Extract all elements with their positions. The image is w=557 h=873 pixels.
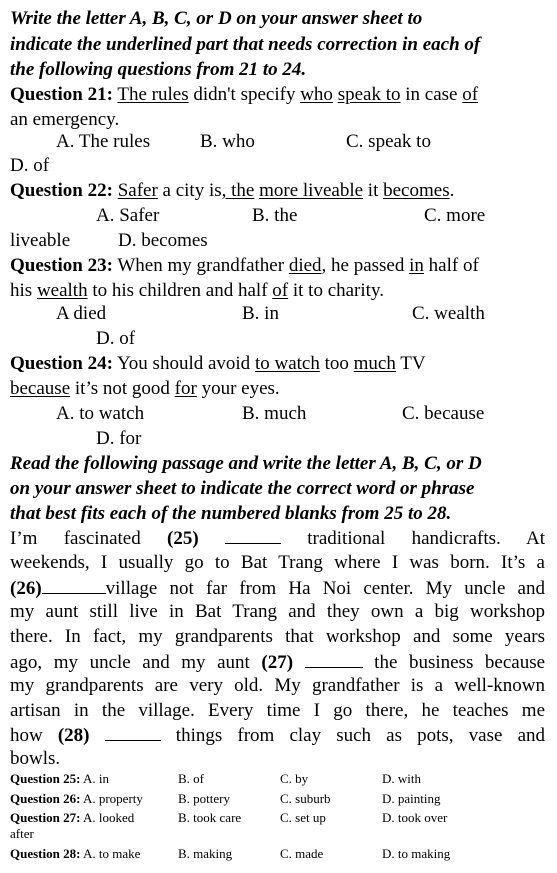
- option-a: A. in: [82, 771, 109, 786]
- blank-25: [225, 527, 281, 544]
- option-c: C. by: [280, 771, 309, 786]
- blank-28: [105, 724, 161, 741]
- answer-row-25: [10, 771, 109, 787]
- text: TV: [395, 353, 426, 374]
- text: too: [319, 353, 354, 374]
- question-label: Question 21:: [10, 84, 113, 105]
- text: it: [363, 180, 384, 201]
- blank-26: [42, 577, 106, 594]
- underlined-part: , the: [221, 180, 255, 201]
- option-b: B. who: [200, 131, 255, 152]
- blank-number-25: (25): [167, 528, 199, 549]
- text: I’m fascinated: [10, 528, 168, 549]
- option-b: B. the: [252, 205, 298, 226]
- underlined-part: much: [353, 353, 396, 374]
- option-d: D. becomes: [118, 230, 208, 251]
- passage-line-6: [10, 651, 545, 674]
- option-c: C. suburb: [280, 791, 331, 806]
- text: things from clay such as pots, vase and: [175, 725, 546, 746]
- question-label: Question 28:: [10, 846, 81, 861]
- text: in case: [400, 84, 463, 105]
- option-d: D. of: [96, 328, 136, 349]
- passage-line-9: [10, 724, 545, 747]
- option-b: B. in: [242, 303, 279, 324]
- question-23: [10, 255, 479, 277]
- option-c: C. speak to: [346, 131, 431, 152]
- option-a: A died: [56, 303, 107, 324]
- passage-line-3: [10, 577, 545, 600]
- option-d: D. for: [96, 428, 142, 449]
- question-label: Question 26:: [10, 791, 81, 806]
- underlined-part: Safer: [117, 180, 158, 201]
- question-label: Question 23:: [10, 255, 113, 276]
- text: it’s not good: [70, 378, 175, 399]
- option-c: C. set up: [280, 810, 326, 825]
- option-d: D. of: [10, 155, 50, 176]
- text: You should avoid: [112, 353, 255, 374]
- text: it to charity.: [288, 280, 384, 301]
- passage-line-5: there. In fact, my grandparents that workshop and some years: [10, 626, 545, 647]
- question-label: Question 24:: [10, 353, 113, 374]
- passage-line-8: artisan in the village. Every time I go there, he teaches me: [10, 700, 545, 721]
- answer-row-27: [10, 810, 134, 826]
- question-23-continuation: [10, 280, 384, 302]
- passage-line-10: bowls.: [10, 748, 61, 769]
- question-label: Question 25:: [10, 771, 81, 786]
- text: village not far from Ha Noi center. My uncle and: [105, 578, 545, 599]
- text: the business because: [374, 652, 546, 673]
- text: a city is: [157, 180, 222, 201]
- underlined-part: wealth: [36, 280, 88, 301]
- option-a: A. The rules: [56, 131, 151, 152]
- text: half of: [423, 255, 479, 276]
- option-a: A. Safer: [96, 205, 160, 226]
- option-b: B. of: [178, 771, 204, 786]
- underlined-part: to watch: [254, 353, 320, 374]
- text: to his children and half: [87, 280, 273, 301]
- blank-number-26: (26): [10, 578, 42, 599]
- blank-number-27: (27): [261, 652, 294, 673]
- text: didn't specify: [188, 84, 301, 105]
- underlined-part: died: [288, 255, 322, 276]
- passage-line-2: weekends, I usually go to Bat Trang where I was born. It’s a: [10, 552, 545, 573]
- option-a: A. to watch: [56, 403, 145, 424]
- option-b: B. took care: [178, 810, 242, 825]
- text: traditional handicrafts. At: [307, 528, 545, 549]
- passage-line-4: my aunt still live in Bat Trang and they own a big workshop: [10, 601, 545, 622]
- option-a: A. to make: [82, 846, 141, 861]
- question-21-continuation: an emergency.: [10, 109, 120, 130]
- passage-line-1: [10, 527, 545, 550]
- text: When my grandfather: [112, 255, 289, 276]
- answer-row-26: [10, 791, 143, 807]
- option-d: D. painting: [382, 791, 441, 806]
- underlined-part: becomes: [383, 180, 450, 201]
- option-d: D. to making: [382, 846, 451, 861]
- option-c: C. wealth: [412, 303, 485, 324]
- question-22: [10, 180, 454, 202]
- underlined-part: more liveable: [259, 180, 364, 201]
- question-label: Question 22:: [10, 180, 113, 201]
- question-24-continuation: [10, 378, 280, 400]
- blank-27: [305, 651, 363, 668]
- passage-instruction-line-1: Read the following passage and write the letter A, B, C, or D: [10, 453, 482, 474]
- blank-number-28: (28): [57, 725, 90, 746]
- passage-instruction-line-2: on your answer sheet to indicate the correct word or phrase: [10, 478, 475, 499]
- option-d: D. with: [382, 771, 421, 786]
- text: how: [10, 725, 58, 746]
- option-c: C. because: [402, 403, 485, 424]
- underlined-part: The rules: [117, 84, 189, 105]
- option-c: C. more: [424, 205, 486, 226]
- option-c-continuation: liveable: [10, 230, 71, 251]
- text: ago, my uncle and my aunt: [10, 652, 262, 673]
- option-d: D. took over: [382, 810, 448, 825]
- text: , he passed: [321, 255, 410, 276]
- instruction-line-1: Write the letter A, B, C, or D on your answer sheet to: [10, 8, 423, 29]
- passage-line-7: my grandparents are very old. My grandfather is a well-known: [10, 675, 545, 696]
- underlined-part: because: [10, 378, 71, 399]
- option-a: A. looked: [82, 810, 135, 825]
- text: his: [10, 280, 37, 301]
- option-a: A. property: [82, 791, 143, 806]
- underlined-part: of: [272, 280, 289, 301]
- text: .: [449, 180, 455, 201]
- underlined-part: who: [300, 84, 333, 105]
- option-b: B. making: [178, 846, 233, 861]
- underlined-part: speak to: [337, 84, 401, 105]
- option-b: B. pottery: [178, 791, 230, 806]
- underlined-part: for: [174, 378, 197, 399]
- underlined-part: in: [409, 255, 424, 276]
- passage-instruction-line-3: that best fits each of the numbered blanks from 25 to 28.: [10, 503, 452, 524]
- answer-row-28: [10, 846, 140, 862]
- option-c: C. made: [280, 846, 324, 861]
- question-24: [10, 353, 426, 375]
- option-b: B. much: [242, 403, 307, 424]
- question-21: [10, 84, 478, 106]
- text: your eyes.: [196, 378, 280, 399]
- question-label: Question 27:: [10, 810, 81, 825]
- instruction-line-2: indicate the underlined part that needs correction in each of: [10, 34, 481, 55]
- underlined-part: of: [462, 84, 479, 105]
- option-a-continuation: after: [10, 826, 34, 841]
- instruction-line-3: the following questions from 21 to 24.: [10, 59, 307, 80]
